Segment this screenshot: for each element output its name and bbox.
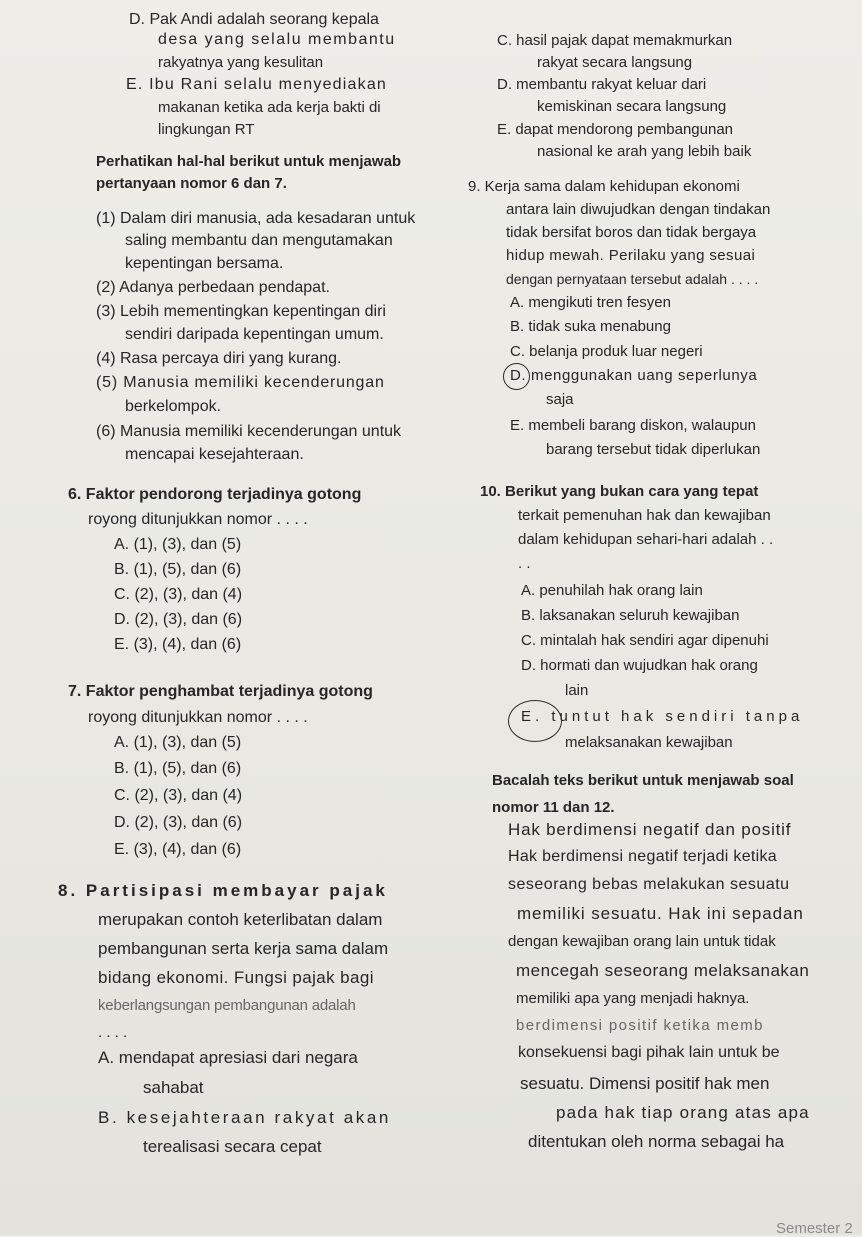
q6-option-d[interactable]: D. (2), (3), dan (6) — [114, 611, 243, 628]
passage-line-2: seseorang bebas melakukan sesuatu — [508, 876, 790, 893]
passage-line-11: ditentukan oleh norma sebagai ha — [528, 1132, 785, 1151]
q8-option-a-line2: sahabat — [143, 1078, 204, 1097]
q6-option-e[interactable]: E. (3), (4), dan (6) — [114, 636, 242, 653]
q10-stem-line1: 10. Berikut yang bukan cara yang tepat — [480, 483, 759, 500]
passage-line-5: mencegah seseorang melaksanakan — [516, 961, 810, 980]
q5-option-d-line1: D. Pak Andi adalah seorang kepala — [129, 11, 379, 28]
q6-stem-line1: 6. Faktor pendorong terjadinya gotong — [68, 486, 362, 503]
q7-option-e[interactable]: E. (3), (4), dan (6) — [114, 841, 242, 858]
q6-option-a[interactable]: A. (1), (3), dan (5) — [114, 536, 242, 553]
passage-line-7: berdimensi positif ketika memb — [516, 1017, 764, 1034]
q9-stem-line3: tidak bersifat boros dan tidak bergaya — [506, 224, 757, 241]
q8-stem-line5: keberlangsungan pembangunan adalah — [98, 997, 356, 1014]
passage-line-6: memiliki apa yang menjadi haknya. — [516, 990, 750, 1007]
statement-6-line2: mencapai kesejahteraan. — [125, 446, 304, 463]
q9-option-e-line1[interactable]: E. membeli barang diskon, walaupun — [510, 417, 756, 434]
q9-option-b[interactable]: B. tidak suka menabung — [510, 318, 671, 335]
statement-5-line2: berkelompok. — [125, 398, 222, 415]
q7-stem-line2: royong ditunjukkan nomor . . . . — [88, 709, 308, 726]
q6-stem-line2: royong ditunjukkan nomor . . . . — [88, 511, 308, 528]
q5-option-e-line1: E. Ibu Rani selalu menyediakan — [126, 76, 388, 93]
q5-option-d-line3: rakyatnya yang kesulitan — [158, 54, 324, 71]
q9-stem-line4: hidup mewah. Perilaku yang sesuai — [506, 247, 756, 264]
q10-option-a[interactable]: A. penuhilah hak orang lain — [521, 582, 703, 599]
q9-option-a[interactable]: A. mengikuti tren fesyen — [510, 294, 671, 311]
instruction-line1: Perhatikan hal-hal berikut untuk menjawab — [96, 153, 402, 170]
q5-option-e-line3: lingkungan RT — [158, 121, 255, 138]
q9-stem-line1: 9. Kerja sama dalam kehidupan ekonomi — [468, 178, 740, 195]
instruction-line2: pertanyaan nomor 6 dan 7. — [96, 175, 287, 192]
q8-option-a-line1[interactable]: A. mendapat apresiasi dari negara — [98, 1048, 358, 1067]
q9-option-d-line2: saja — [546, 391, 574, 408]
q7-option-c[interactable]: C. (2), (3), dan (4) — [114, 787, 243, 804]
q10-option-e-line2: melaksanakan kewajiban — [565, 734, 733, 751]
q10-stem-line2: terkait pemenuhan hak dan kewajiban — [518, 507, 771, 524]
statement-3-line2: sendiri daripada kepentingan umum. — [125, 326, 384, 343]
q5-option-d2-line1: D. membantu rakyat keluar dari — [497, 76, 707, 93]
q10-stem-line4: . . — [518, 555, 531, 572]
q8-stem-line3: pembangunan serta kerja sama dalam — [98, 939, 389, 958]
q5-option-c-line1: C. hasil pajak dapat memakmurkan — [497, 32, 733, 49]
q5-option-e-line2: makanan ketika ada kerja bakti di — [158, 99, 381, 116]
q7-option-a[interactable]: A. (1), (3), dan (5) — [114, 734, 242, 751]
passage-line-9: sesuatu. Dimensi positif hak men — [520, 1074, 770, 1093]
q5-option-c-line2: rakyat secara langsung — [537, 54, 693, 71]
q9-stem-line2: antara lain diwujudkan dengan tindakan — [506, 201, 771, 218]
q7-option-b[interactable]: B. (1), (5), dan (6) — [114, 760, 242, 777]
q8-option-b-line1[interactable]: B. kesejahteraan rakyat akan — [98, 1108, 391, 1127]
statement-1-line1: (1) Dalam diri manusia, ada kesadaran untuk — [96, 210, 416, 227]
q5-option-d-line2: desa yang selalu membantu — [158, 31, 396, 48]
statement-6-line1: (6) Manusia memiliki kecenderungan untuk — [96, 423, 402, 440]
q6-option-c[interactable]: C. (2), (3), dan (4) — [114, 586, 243, 603]
q10-option-d-line1[interactable]: D. hormati dan wujudkan hak orang — [521, 657, 758, 674]
q10-option-c[interactable]: C. mintalah hak sendiri agar dipenuhi — [521, 632, 769, 649]
q9-option-d-line1[interactable]: D. menggunakan uang seperlunya — [510, 367, 758, 384]
q8-stem-line1: 8. Partisipasi membayar pajak — [58, 881, 388, 900]
q7-option-d[interactable]: D. (2), (3), dan (6) — [114, 814, 243, 831]
statement-1-line2: saling membantu dan mengutamakan — [125, 232, 393, 249]
q10-option-e-line1[interactable]: E. tuntut hak sendiri tanpa — [521, 708, 804, 725]
passage-title: Hak berdimensi negatif dan positif — [508, 820, 792, 839]
q10-option-d-line2: lain — [565, 682, 589, 699]
q7-stem-line1: 7. Faktor penghambat terjadinya gotong — [68, 683, 373, 700]
statement-1-line3: kepentingan bersama. — [125, 255, 284, 272]
q8-stem-line2: merupakan contoh keterlibatan dalam — [98, 910, 383, 929]
q6-option-b[interactable]: B. (1), (5), dan (6) — [114, 561, 242, 578]
statement-2: (2) Adanya perbedaan pendapat. — [96, 279, 330, 296]
passage-line-3: memiliki sesuatu. Hak ini sepadan — [517, 904, 804, 923]
statement-5-line1: (5) Manusia memiliki kecenderungan — [96, 374, 385, 391]
q9-stem-line5: dengan pernyataan tersebut adalah . . . . — [506, 271, 759, 287]
q8-option-b-line2: terealisasi secara cepat — [143, 1137, 322, 1156]
q9-option-c[interactable]: C. belanja produk luar negeri — [510, 343, 703, 360]
page-footer: Semester 2 — [776, 1220, 853, 1237]
q9-option-e-line2: barang tersebut tidak diperlukan — [546, 441, 761, 458]
reading-instruction-line1: Bacalah teks berikut untuk menjawab soal — [492, 772, 794, 789]
q10-stem-line3: dalam kehidupan sehari-hari adalah . . — [518, 531, 774, 548]
passage-line-8: konsekuensi bagi pihak lain untuk be — [518, 1044, 780, 1061]
statement-4: (4) Rasa percaya diri yang kurang. — [96, 350, 342, 367]
q5-option-e2-line2: nasional ke arah yang lebih baik — [537, 143, 752, 160]
passage-line-10: pada hak tiap orang atas apa — [556, 1103, 810, 1122]
q10-option-b[interactable]: B. laksanakan seluruh kewajiban — [521, 607, 740, 624]
q8-stem-line6: . . . . — [98, 1024, 128, 1041]
q5-option-e2-line1: E. dapat mendorong pembangunan — [497, 121, 734, 138]
passage-line-4: dengan kewajiban orang lain untuk tidak — [508, 933, 776, 950]
q5-option-d2-line2: kemiskinan secara langsung — [537, 98, 727, 115]
statement-3-line1: (3) Lebih mementingkan kepentingan diri — [96, 303, 386, 320]
passage-line-1: Hak berdimensi negatif terjadi ketika — [508, 848, 778, 865]
q8-stem-line4: bidang ekonomi. Fungsi pajak bagi — [98, 968, 374, 987]
reading-instruction-line2: nomor 11 dan 12. — [492, 799, 615, 816]
